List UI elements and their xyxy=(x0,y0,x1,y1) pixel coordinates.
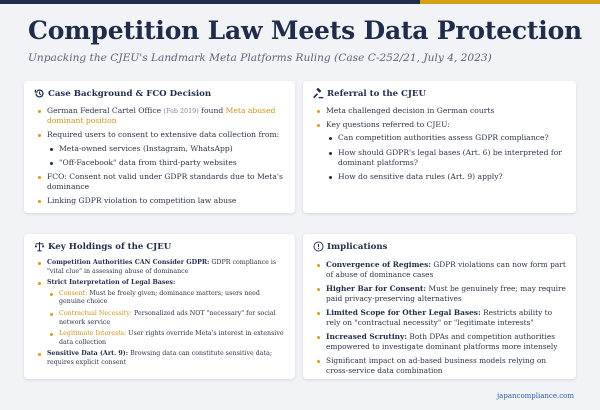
holding-label: Sensitive Data (Art. 9): xyxy=(47,350,129,358)
card-title-text: Referral to the CJEU xyxy=(327,88,426,99)
list-item: FCO: Consent not valid under GDPR standards due to Meta's dominance xyxy=(47,172,285,192)
card-title-referral xyxy=(313,88,566,99)
list-item-text: Required users to consent to extensive data collection from: xyxy=(47,130,280,140)
top-bar-accent xyxy=(420,0,600,4)
implication-text: GDPR violations can now form part of abuse of dominance cases xyxy=(326,260,566,279)
holding-text: Browsing data can constitute sensitive data; requires explicit consent xyxy=(47,350,272,366)
sub-list-item: How should GDPR's legal bases (Art. 6) be interpreted for dominant platforms? xyxy=(338,148,566,168)
implication-text: Must be genuinely free; may require paid privacy-preserving alternatives xyxy=(326,284,566,303)
sub-label: Consent: xyxy=(59,289,88,297)
sub-list xyxy=(338,133,566,182)
card-referral xyxy=(303,81,576,213)
sub-list-item: "Off-Facebook" data from third-party websites xyxy=(59,158,285,168)
list-item xyxy=(47,350,285,367)
card-title-case-background xyxy=(34,88,285,99)
sub-text: User rights override Meta's interest in extensive data collection xyxy=(59,330,284,346)
page-title: Competition Law Meets Data Protection xyxy=(28,16,583,45)
top-bar xyxy=(0,0,600,4)
background-list xyxy=(47,106,285,207)
list-item: Linking GDPR violation to competition law abuse xyxy=(47,196,285,206)
card-key-holdings xyxy=(24,234,295,379)
card-implications xyxy=(303,234,576,379)
history-icon xyxy=(34,88,45,99)
list-item xyxy=(326,260,566,280)
card-case-background xyxy=(24,81,295,213)
fco-highlight: Meta abused dominant position xyxy=(47,106,276,126)
card-title-text: Case Background & FCO Decision xyxy=(48,88,212,99)
sub-list-item: Meta-owned services (Instagram, WhatsApp) xyxy=(59,144,285,154)
list-item xyxy=(47,106,285,126)
sub-list-item xyxy=(59,330,285,347)
list-item-text: Key questions referred to CJEU: xyxy=(326,120,450,130)
card-title-text: Key Holdings of the CJEU xyxy=(48,241,172,252)
sub-list-item xyxy=(59,310,285,327)
implication-label: Higher Bar for Consent: xyxy=(326,284,427,293)
list-item xyxy=(47,130,285,168)
implication-label: Limited Scope for Other Legal Bases: xyxy=(326,308,481,317)
list-item xyxy=(326,120,566,182)
sub-list-item: Can competition authorities assess GDPR compliance? xyxy=(338,133,566,143)
list-item xyxy=(47,279,285,347)
page-subtitle: Unpacking the CJEU's Landmark Meta Platforms Ruling (Case C-252/21, July 4, 2023) xyxy=(28,52,492,64)
implication-text: Restricts ability to rely on "contractual necessity" or "legitimate interests" xyxy=(326,308,553,327)
card-title-key-holdings xyxy=(34,241,285,252)
list-item: Significant impact on ad-based business models relying on cross-service data combination xyxy=(326,356,566,376)
sub-list xyxy=(59,290,285,348)
list-item xyxy=(326,284,566,304)
card-title-text: Implications xyxy=(327,241,388,252)
implications-list xyxy=(326,260,566,376)
sub-text: Must be freely given; dominance matters; users need genuine choice xyxy=(59,289,260,306)
list-item xyxy=(47,259,285,276)
scales-icon xyxy=(34,241,45,252)
sub-label: Legitimate Interests: xyxy=(59,330,127,338)
holding-text: GDPR compliance is "vital clue" in assessing abuse of dominance xyxy=(47,259,277,275)
implication-text: Both DPAs and competition authorities empowered to investigate dominant platforms more intensely xyxy=(326,332,558,351)
sub-list-item: How do sensitive data rules (Art. 9) apply? xyxy=(338,172,566,182)
footer-site-link[interactable]: japancompliance.com xyxy=(497,392,574,400)
alert-icon xyxy=(313,241,324,252)
holdings-list xyxy=(47,259,285,368)
referral-list xyxy=(326,106,566,182)
sub-text: Personalized ads NOT "necessary" for social network service xyxy=(59,309,276,326)
fco-name: German Federal Cartel Office xyxy=(47,106,162,115)
holding-label: Competition Authorities CAN Consider GDPR: xyxy=(47,259,210,266)
holding-label: Strict Interpretation of Legal Bases: xyxy=(47,279,176,287)
list-item xyxy=(326,332,566,352)
fco-found: found xyxy=(201,106,224,115)
fco-date: (Feb 2019) xyxy=(163,107,199,115)
sub-list xyxy=(59,144,285,168)
gavel-icon xyxy=(313,88,324,99)
card-title-implications xyxy=(313,241,566,252)
list-item: Meta challenged decision in German courts xyxy=(326,106,566,116)
sub-label: Contractual Necessity: xyxy=(59,309,133,317)
sub-list-item xyxy=(59,290,285,307)
list-item xyxy=(326,308,566,328)
implication-label: Increased Scrutiny: xyxy=(326,332,408,341)
implication-label: Convergence of Regimes: xyxy=(326,260,432,269)
